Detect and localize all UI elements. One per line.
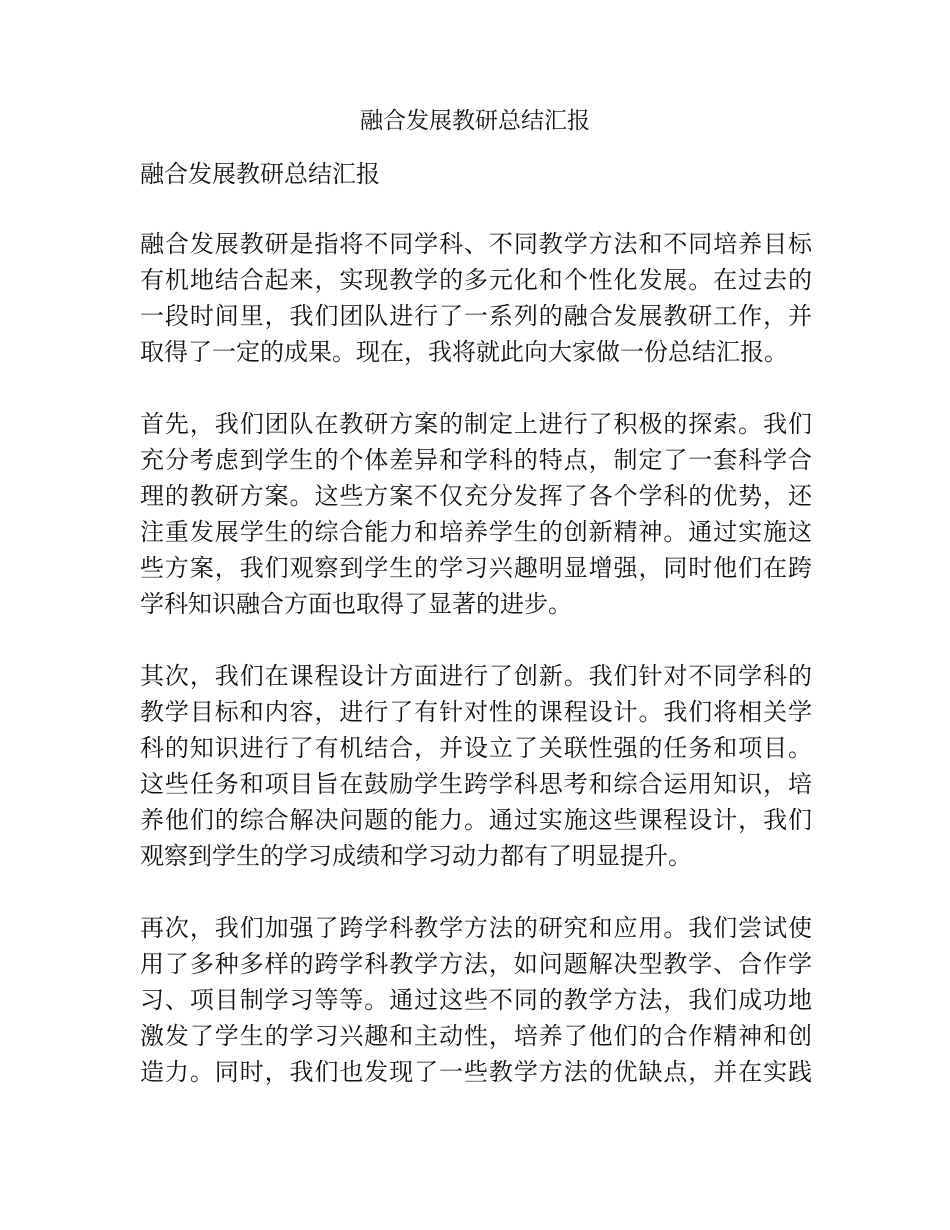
paragraph-line: 观察到学生的学习成绩和学习动力都有了明显提升。 (140, 842, 692, 870)
paragraph-line: 注重发展学生的综合能力和培养学生的创新精神。通过实施这 (140, 518, 812, 546)
paragraph-line: 教学目标和内容，进行了有针对性的课程设计。我们将相关学 (140, 698, 812, 726)
paragraph (140, 226, 812, 370)
document-body (140, 226, 812, 1126)
paragraph-line: 科的知识进行了有机结合，并设立了关联性强的任务和项目。 (140, 734, 812, 762)
paragraph-line: 首先，我们团队在教研方案的制定上进行了积极的探索。我们 (140, 410, 812, 438)
paragraph-line: 取得了一定的成果。现在，我将就此向大家做一份总结汇报。 (140, 338, 788, 366)
page-title: 融合发展教研总结汇报 (360, 108, 590, 134)
paragraph (140, 658, 812, 874)
paragraph-line: 再次，我们加强了跨学科教学方法的研究和应用。我们尝试使 (140, 914, 812, 942)
paragraph-line: 一段时间里，我们团队进行了一系列的融合发展教研工作，并 (140, 302, 812, 330)
paragraph-line: 造力。同时，我们也发现了一些教学方法的优缺点，并在实践 (140, 1058, 812, 1086)
paragraph-line: 充分考虑到学生的个体差异和学科的特点，制定了一套科学合 (140, 446, 812, 474)
paragraph-line: 些方案，我们观察到学生的学习兴趣明显增强，同时他们在跨 (140, 554, 812, 582)
paragraph-line: 理的教研方案。这些方案不仅充分发挥了各个学科的优势，还 (140, 482, 812, 510)
paragraph (140, 910, 812, 1090)
paragraph-line: 融合发展教研是指将不同学科、不同教学方法和不同培养目标 (140, 230, 812, 258)
paragraph-line: 其次，我们在课程设计方面进行了创新。我们针对不同学科的 (140, 662, 812, 690)
paragraph-line: 用了多种多样的跨学科教学方法，如问题解决型教学、合作学 (140, 950, 812, 978)
paragraph (140, 406, 812, 622)
paragraph-line: 激发了学生的学习兴趣和主动性，培养了他们的合作精神和创 (140, 1022, 812, 1050)
document-subtitle: 融合发展教研总结汇报 (140, 160, 380, 188)
paragraph-line: 养他们的综合解决问题的能力。通过实施这些课程设计，我们 (140, 806, 812, 834)
paragraph-line: 这些任务和项目旨在鼓励学生跨学科思考和综合运用知识，培 (140, 770, 812, 798)
paragraph-line: 习、项目制学习等等。通过这些不同的教学方法，我们成功地 (140, 986, 812, 1014)
paragraph-line: 学科知识融合方面也取得了显著的进步。 (140, 590, 572, 618)
paragraph-line: 有机地结合起来，实现教学的多元化和个性化发展。在过去的 (140, 266, 812, 294)
